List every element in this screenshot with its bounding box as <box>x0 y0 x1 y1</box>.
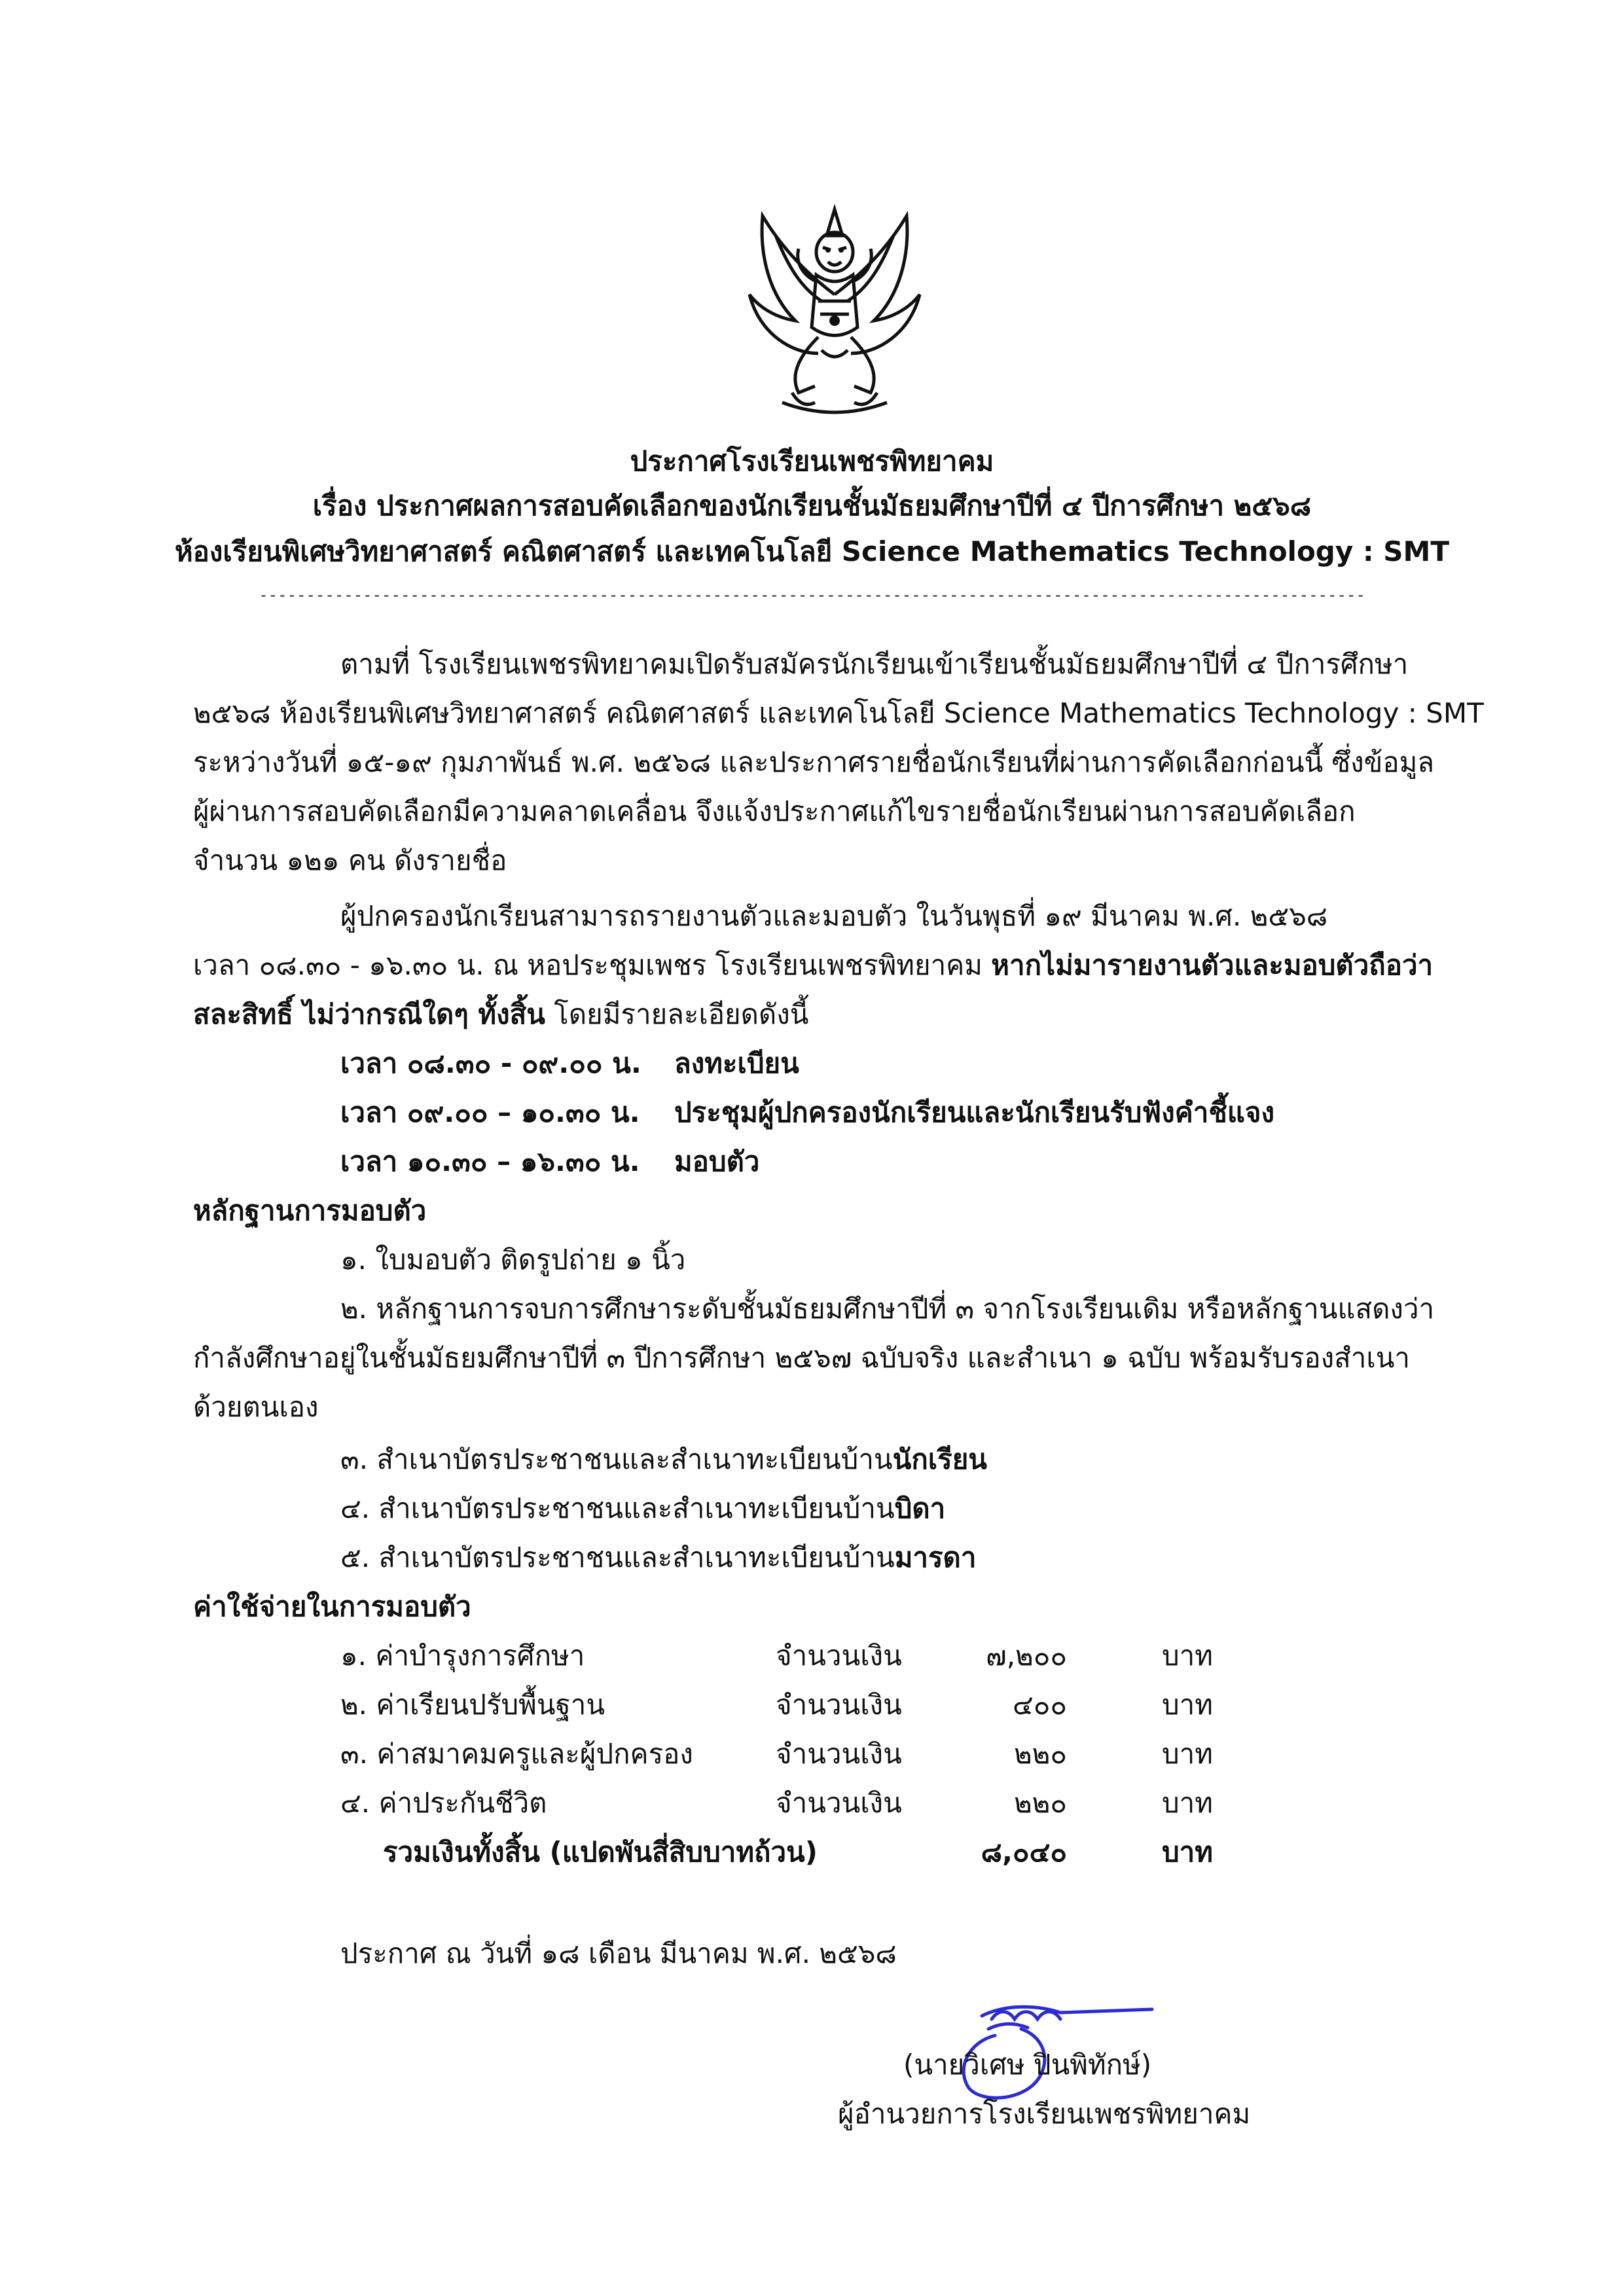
evidence-item <box>340 1443 987 1476</box>
evidence-item-text: ๓. สำเนาบัตรประชาชนและสำเนาทะเบียนบ้าน <box>340 1443 893 1475</box>
separator-line: --------------------------------------------------------------------------------------------------------------------- <box>259 586 1365 604</box>
evidence-item <box>340 1492 945 1525</box>
fee-label: ๔. ค่าประกันชีวิต <box>340 1787 547 1819</box>
forfeit-warning: สละสิทธิ์ ไม่ว่ากรณีใดๆ ทั้งสิ้น <box>193 998 545 1030</box>
evidence-item: ๒. หลักฐานการจบการศึกษาระดับชั้นมัธยมศึกษาปีที่ ๓ จากโรงเรียนเดิม หรือหลักฐานแสดงว่า <box>340 1293 1435 1325</box>
paragraph-line <box>193 949 1433 982</box>
evidence-item-owner: นักเรียน <box>892 1443 988 1475</box>
evidence-item: ๑. ใบมอบตัว ติดรูปถ่าย ๑ นิ้ว <box>340 1244 686 1276</box>
fees-heading: ค่าใช้จ่ายในการมอบตัว <box>193 1590 471 1623</box>
evidence-item-continued: กำลังศึกษาอยู่ในชั้นมัธยมศึกษาปีที่ ๓ ปีการศึกษา ๒๕๖๗ ฉบับจริง และสำเนา ๑ ฉบับ พร้อมรับรองสำเนา <box>193 1342 1410 1374</box>
evidence-item-owner: มารดา <box>894 1541 977 1573</box>
announcement-subject: เรื่อง ประกาศผลการสอบคัดเลือกของนักเรียนชั้นมัธยมศึกษาปีที่ ๔ ปีการศึกษา ๒๕๖๘ <box>312 490 1312 522</box>
fee-total-amount: ๘,๐๔๐ <box>981 1836 1067 1868</box>
evidence-item <box>340 1541 976 1574</box>
fee-label: ๒. ค่าเรียนปรับพื้นฐาน <box>340 1689 605 1721</box>
schedule-activity: ประชุมผู้ปกครองนักเรียนและนักเรียนรับฟังคำชี้แจง <box>674 1096 1275 1128</box>
fee-amount: ๒๒๐ <box>1013 1738 1067 1770</box>
paragraph-line <box>193 998 808 1031</box>
signer-title: ผู้อำนวยการโรงเรียนเพชรพิทยาคม <box>838 2098 1251 2130</box>
fee-amount: ๒๒๐ <box>1013 1787 1067 1819</box>
announcement-title: ประกาศโรงเรียนเพชรพิทยาคม <box>630 445 994 477</box>
evidence-item-text: ๔. สำเนาบัตรประชาชนและสำเนาทะเบียนบ้าน <box>340 1492 895 1524</box>
fee-unit: บาท <box>1162 1738 1213 1770</box>
fee-row <box>0 1640 1624 1679</box>
fee-amount: ๗,๒๐๐ <box>986 1640 1067 1672</box>
paragraph-line: ตามที่ โรงเรียนเพชรพิทยาคมเปิดรับสมัครนักเรียนเข้าเรียนชั้นมัธยมศึกษาปีที่ ๔ ปีการศึกษา <box>340 648 1409 680</box>
fee-total-unit: บาท <box>1162 1836 1213 1868</box>
evidence-item-text: ๕. สำเนาบัตรประชาชนและสำเนาทะเบียนบ้าน <box>340 1541 895 1573</box>
evidence-heading: หลักฐานการมอบตัว <box>193 1194 427 1227</box>
schedule-activity: ลงทะเบียน <box>674 1047 799 1079</box>
paragraph-line: จำนวน ๑๒๑ คน ดังรายชื่อ <box>193 844 507 876</box>
announcement-program: ห้องเรียนพิเศษวิทยาศาสตร์ คณิตศาสตร์ และเทคโนโลยี Science Mathematics Technology : SMT <box>175 535 1449 567</box>
details-lead: โดยมีรายละเอียดดังนี้ <box>545 998 809 1030</box>
garuda-emblem <box>736 196 933 425</box>
fee-amount-label: จำนวนเงิน <box>776 1738 902 1770</box>
schedule-time: เวลา ๐๙.๐๐ – ๑๐.๓๐ น. <box>340 1096 640 1128</box>
fee-unit: บาท <box>1162 1787 1213 1819</box>
schedule-time: เวลา ๐๘.๓๐ - ๐๙.๐๐ น. <box>340 1047 641 1079</box>
fee-unit: บาท <box>1162 1689 1213 1721</box>
fee-label: ๓. ค่าสมาคมครูและผู้ปกครอง <box>340 1738 693 1770</box>
schedule-time: เวลา ๑๐.๓๐ – ๑๖.๓๐ น. <box>340 1145 640 1177</box>
announce-date: ประกาศ ณ วันที่ ๑๘ เดือน มีนาคม พ.ศ. ๒๕๖๘ <box>340 1937 897 1969</box>
fee-label: ๑. ค่าบำรุงการศึกษา <box>340 1640 585 1672</box>
paragraph-line: ๒๕๖๘ ห้องเรียนพิเศษวิทยาศาสตร์ คณิตศาสตร์ และเทคโนโลยี Science Mathematics Technology : SMT <box>193 697 1484 729</box>
evidence-item-continued: ด้วยตนเอง <box>193 1391 319 1423</box>
fee-amount-label: จำนวนเงิน <box>776 1640 902 1672</box>
paragraph-line: ระหว่างวันที่ ๑๕-๑๙ กุมภาพันธ์ พ.ศ. ๒๕๖๘ และประกาศรายชื่อนักเรียนที่ผ่านการคัดเลือกก่อนนี้ ซึ่งข้อมูล <box>193 746 1434 778</box>
fee-row <box>0 1787 1624 1826</box>
fee-total-label: รวมเงินทั้งสิ้น (แปดพันสี่สิบบาทถ้วน) <box>383 1836 818 1868</box>
signer-name: (นายวิเศษ ปินพิทักษ์) <box>903 2049 1152 2081</box>
fee-total-row <box>0 1836 1624 1875</box>
fee-unit: บาท <box>1162 1640 1213 1672</box>
fee-amount: ๔๐๐ <box>1012 1689 1067 1721</box>
evidence-item-owner: บิดา <box>894 1492 946 1524</box>
forfeit-warning: หากไม่มารายงานตัวและมอบตัวถือว่า <box>991 949 1434 981</box>
fee-amount-label: จำนวนเงิน <box>776 1689 902 1721</box>
report-time-place: เวลา ๐๘.๓๐ - ๑๖.๓๐ น. ณ หอประชุมเพชร โรงเรียนเพชรพิทยาคม <box>193 949 992 981</box>
fee-amount-label: จำนวนเงิน <box>776 1787 902 1819</box>
paragraph-line: ผู้ปกครองนักเรียนสามารถรายงานตัวและมอบตัว ในวันพุธที่ ๑๙ มีนาคม พ.ศ. ๒๕๖๘ <box>340 900 1328 932</box>
fee-row <box>0 1738 1624 1777</box>
paragraph-line: ผู้ผ่านการสอบคัดเลือกมีความคลาดเคลื่อน จึงแจ้งประกาศแก้ไขรายชื่อนักเรียนผ่านการสอบคัดเลือก <box>193 795 1356 827</box>
schedule-activity: มอบตัว <box>674 1145 760 1177</box>
fee-row <box>0 1689 1624 1728</box>
